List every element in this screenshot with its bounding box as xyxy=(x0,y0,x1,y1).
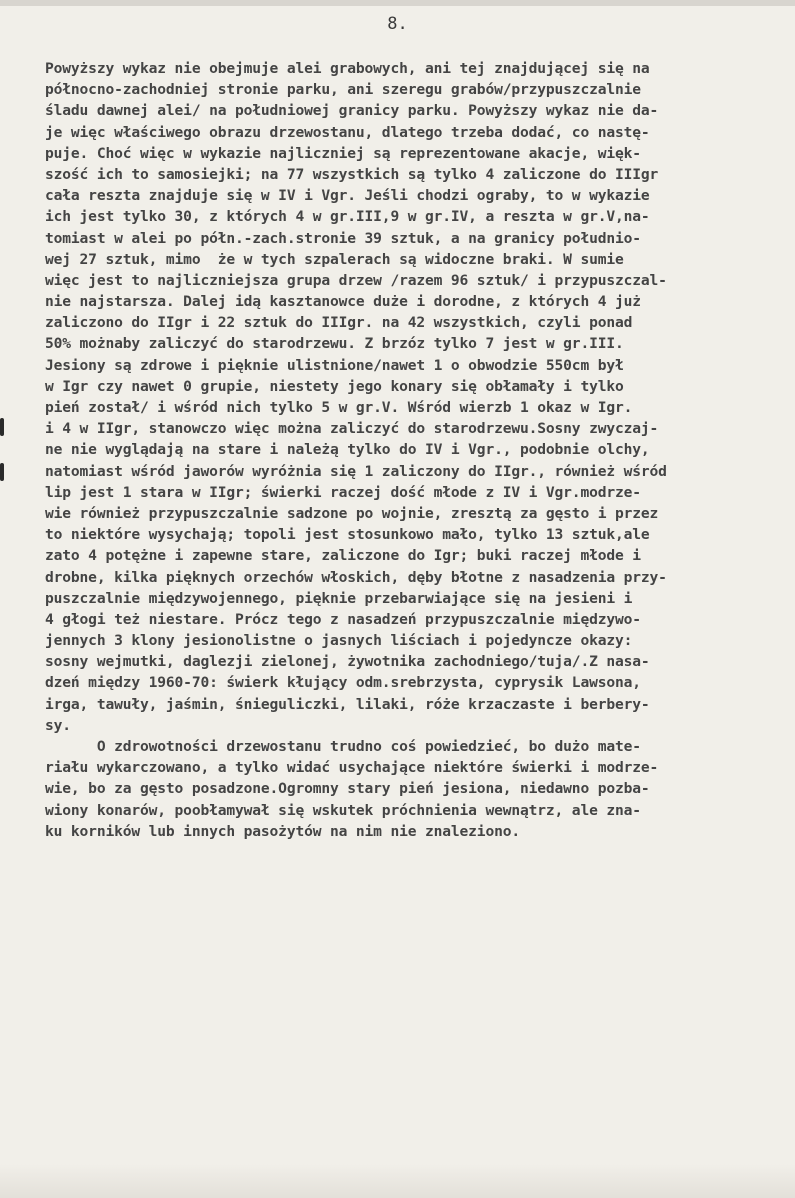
text-line: północno-zachodniej stronie parku, ani szeregu grabów/przypuszczalnie xyxy=(45,81,641,99)
text-line: sosny wejmutki, daglezji zielonej, żywotnika zachodniego/tuja/.Z nasa- xyxy=(45,653,650,671)
text-line: wie również przypuszczalnie sadzone po wojnie, zresztą za gęsto i przez xyxy=(45,504,659,522)
text-line: więc jest to najliczniejsza grupa drzew /razem 96 sztuk/ i przypuszczal- xyxy=(45,271,667,289)
text-line: 4 głogi też niestare. Prócz tego z nasadzeń przypuszczalnie międzywo- xyxy=(45,610,641,628)
page-top-edge xyxy=(0,0,795,6)
text-line: riału wykarczowano, a tylko widać usychające niektóre świerki i modrze- xyxy=(45,759,659,777)
page-number: 8. xyxy=(387,14,408,34)
text-line: zato 4 potężne i zapewne stare, zaliczone do Igr; buki raczej młode i xyxy=(45,547,641,565)
text-line: sy. xyxy=(45,716,71,734)
text-line: tomiast w alei po półn.-zach.stronie 39 sztuk, a na granicy południo- xyxy=(45,229,641,247)
text-line: Jesiony są zdrowe i pięknie ulistnione/nawet 1 o obwodzie 550cm był xyxy=(45,356,624,374)
page-bottom-edge xyxy=(0,1164,795,1198)
text-line: nie najstarsza. Dalej idą kasztanowce duże i dorodne, z których 4 już xyxy=(45,293,641,311)
text-line: wiony konarów, poobłamywał się wskutek próchnienia wewnątrz, ale zna- xyxy=(45,801,641,819)
text-line: natomiast wśród jaworów wyróżnia się 1 zaliczony do IIgr., również wśród xyxy=(45,462,667,480)
text-line: Powyższy wykaz nie obejmuje alei grabowych, ani tej znajdującej się na xyxy=(45,60,650,77)
text-line: puszczalnie międzywojennego, pięknie przebarwiające się na jesieni i xyxy=(45,589,633,607)
text-line: ku korników lub innych pasożytów na nim nie znaleziono. xyxy=(45,822,520,840)
text-line: jennych 3 klony jesionolistne o jasnych liściach i pojedyncze okazy: xyxy=(45,632,633,650)
typed-text-body xyxy=(45,58,795,842)
text-line: śladu dawnej alei/ na południowej granicy parku. Powyższy wykaz nie da- xyxy=(45,102,659,120)
text-line: i 4 w IIgr, stanowczo więc można zaliczyć do starodrzewu.Sosny zwyczaj- xyxy=(45,420,659,438)
text-line: w Igr czy nawet 0 grupie, niestety jego konary się obłamały i tylko xyxy=(45,377,624,395)
text-line: wej 27 sztuk, mimo że w tych szpalerach są widoczne braki. W sumie xyxy=(45,250,624,268)
text-line: je więc właściwego obrazu drzewostanu, dlatego trzeba dodać, co nastę- xyxy=(45,123,650,141)
binding-hole-mark xyxy=(0,463,4,481)
text-line: dzeń między 1960-70: świerk kłujący odm.srebrzysta, cyprysik Lawsona, xyxy=(45,674,641,692)
text-line: pień został/ i wśród nich tylko 5 w gr.V. Wśród wierzb 1 okaz w Igr. xyxy=(45,399,633,416)
text-line: ne nie wyglądają na stare i należą tylko do IV i Vgr., podobnie olchy, xyxy=(45,441,650,459)
text-line: drobne, kilka pięknych orzechów włoskich, dęby błotne z nasadzenia przy- xyxy=(45,568,667,586)
text-line: lip jest 1 stara w IIgr; świerki raczej dość młode z IV i Vgr.modrze- xyxy=(45,483,641,501)
text-line: irga, tawuły, jaśmin, śnieguliczki, lilaki, róże krzaczaste i berbery- xyxy=(45,695,650,713)
text-line: O zdrowotności drzewostanu trudno coś powiedzieć, bo dużo mate- xyxy=(45,738,641,755)
text-line: ich jest tylko 30, z których 4 w gr.III,9 w gr.IV, a reszta w gr.V,na- xyxy=(45,208,650,226)
text-line: to niektóre wysychają; topoli jest stosunkowo mało, tylko 13 sztuk,ale xyxy=(45,526,650,544)
text-line: puje. Choć więc w wykazie najliczniej są reprezentowane akacje, więk- xyxy=(45,144,641,162)
text-line: 50% możnaby zaliczyć do starodrzewu. Z brzóz tylko 7 jest w gr.III. xyxy=(45,335,624,353)
text-line: szość ich to samosiejki; na 77 wszystkich są tylko 4 zaliczone do IIIgr xyxy=(45,165,659,183)
text-line: cała reszta znajduje się w IV i Vgr. Jeśli chodzi ograby, to w wykazie xyxy=(45,187,650,205)
text-line: zaliczono do IIgr i 22 sztuk do IIIgr. na 42 wszystkich, czyli ponad xyxy=(45,314,633,332)
binding-hole-mark xyxy=(0,418,4,436)
text-line: wie, bo za gęsto posadzone.Ogromny stary pień jesiona, niedawno pozba- xyxy=(45,780,650,798)
